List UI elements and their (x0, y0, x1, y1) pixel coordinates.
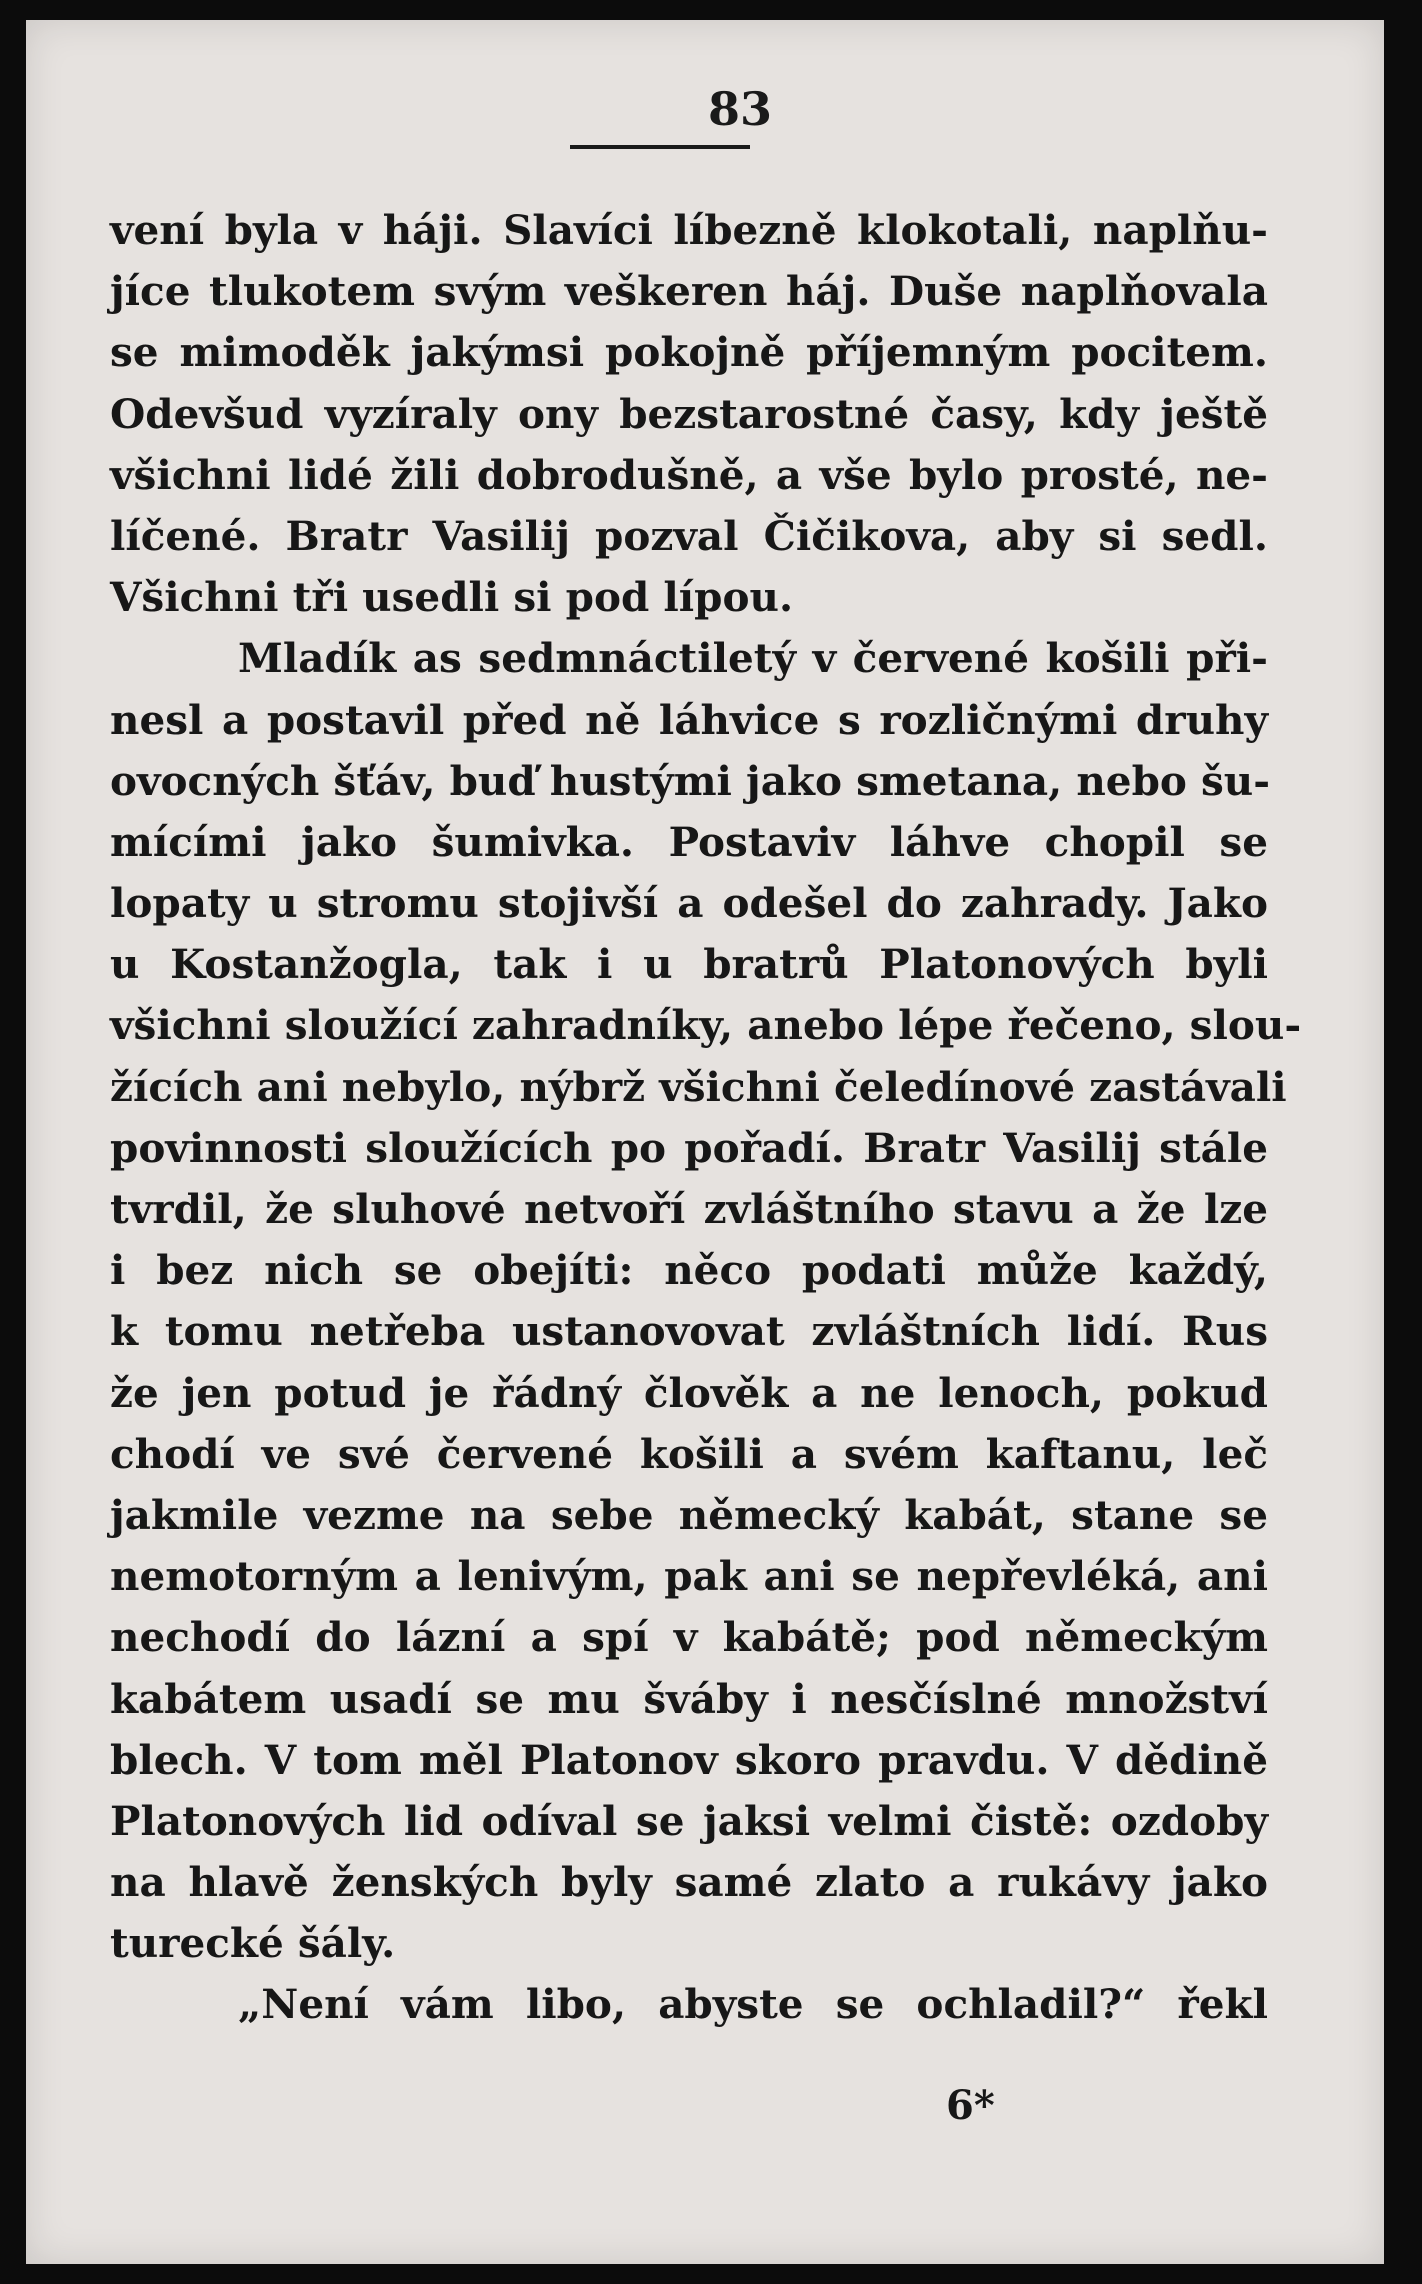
text-line: vení byla v háji. Slavíci líbezně klokotali, naplňu- (110, 206, 1268, 254)
text-line: u Kostanžogla, tak i u bratrů Platonových byli (110, 940, 1268, 989)
text-line: povinnosti sloužících po pořadí. Bratr Vasilij stále (110, 1123, 1268, 1172)
text-line: nesl a postavil před ně láhvice s rozličnými druhy (110, 695, 1268, 744)
text-line: turecké šály. (110, 1919, 396, 1968)
text-line: kabátem usadí se mu šváby i nesčíslné množství (110, 1674, 1268, 1723)
text-line: lopaty u stromu stojivší a odešel do zahrady. Jako (110, 879, 1268, 928)
text-line: Platonových lid odíval se jaksi velmi čistě: ozdoby (110, 1796, 1268, 1845)
body-text (110, 200, 1302, 2036)
text-line: blech. V tom měl Platonov skoro pravdu. V dědině (110, 1735, 1268, 1784)
text-line: chodí ve své červené košili a svém kaftanu, leč (110, 1429, 1268, 1478)
text-line: na hlavě ženských byly samé zlato a rukávy jako (110, 1858, 1268, 1907)
text-line: se mimoděk jakýmsi pokojně příjemným pocitem. (110, 328, 1268, 377)
text-line: i bez nich se obejíti: něco podati může každý, (110, 1246, 1268, 1295)
text-line: ovocných šťáv, buď hustými jako smetana, nebo šu- (110, 756, 1271, 805)
text-line: líčené. Bratr Vasilij pozval Čičikova, aby si sedl. (110, 511, 1268, 560)
text-line: nemotorným a lenivým, pak ani se nepřevléká, ani (110, 1552, 1268, 1601)
signature-mark: 6* (946, 2082, 995, 2129)
text-line: žících ani nebylo, nýbrž všichni čeledínové zastávali (110, 1062, 1287, 1111)
text-line: všichni sloužící zahradníky, anebo lépe řečeno, slou- (110, 1001, 1302, 1050)
text-line: že jen potud je řádný člověk a ne lenoch, pokud (110, 1368, 1268, 1417)
page-number: 83 (707, 82, 772, 136)
text-line: tvrdil, že sluhové netvoří zvláštního stavu a že lze (110, 1185, 1268, 1233)
text-line: Všichni tři usedli si pod lípou. (110, 573, 794, 622)
header-rule (570, 145, 750, 149)
text-line: k tomu netřeba ustanovovat zvláštních lidí. Rus (110, 1307, 1268, 1356)
text-line: mícími jako šumivka. Postaviv láhve chopil se (110, 817, 1268, 866)
text-line: jakmile vezme na sebe německý kabát, stane se (110, 1490, 1268, 1539)
book-page (26, 20, 1384, 2264)
text-line: „Není vám libo, abyste se ochladil?“ řekl (238, 1980, 1268, 2029)
text-line: Odevšud vyzíraly ony bezstarostné časy, kdy ještě (110, 389, 1268, 438)
text-line: nechodí do lázní a spí v kabátě; pod německým (110, 1613, 1268, 1662)
text-line: všichni lidé žili dobrodušně, a vše bylo prosté, ne- (110, 450, 1268, 499)
text-line: Mladík as sedmnáctiletý v červené košili při- (238, 634, 1268, 683)
text-line: jíce tlukotem svým veškeren háj. Duše naplňovala (110, 267, 1268, 316)
